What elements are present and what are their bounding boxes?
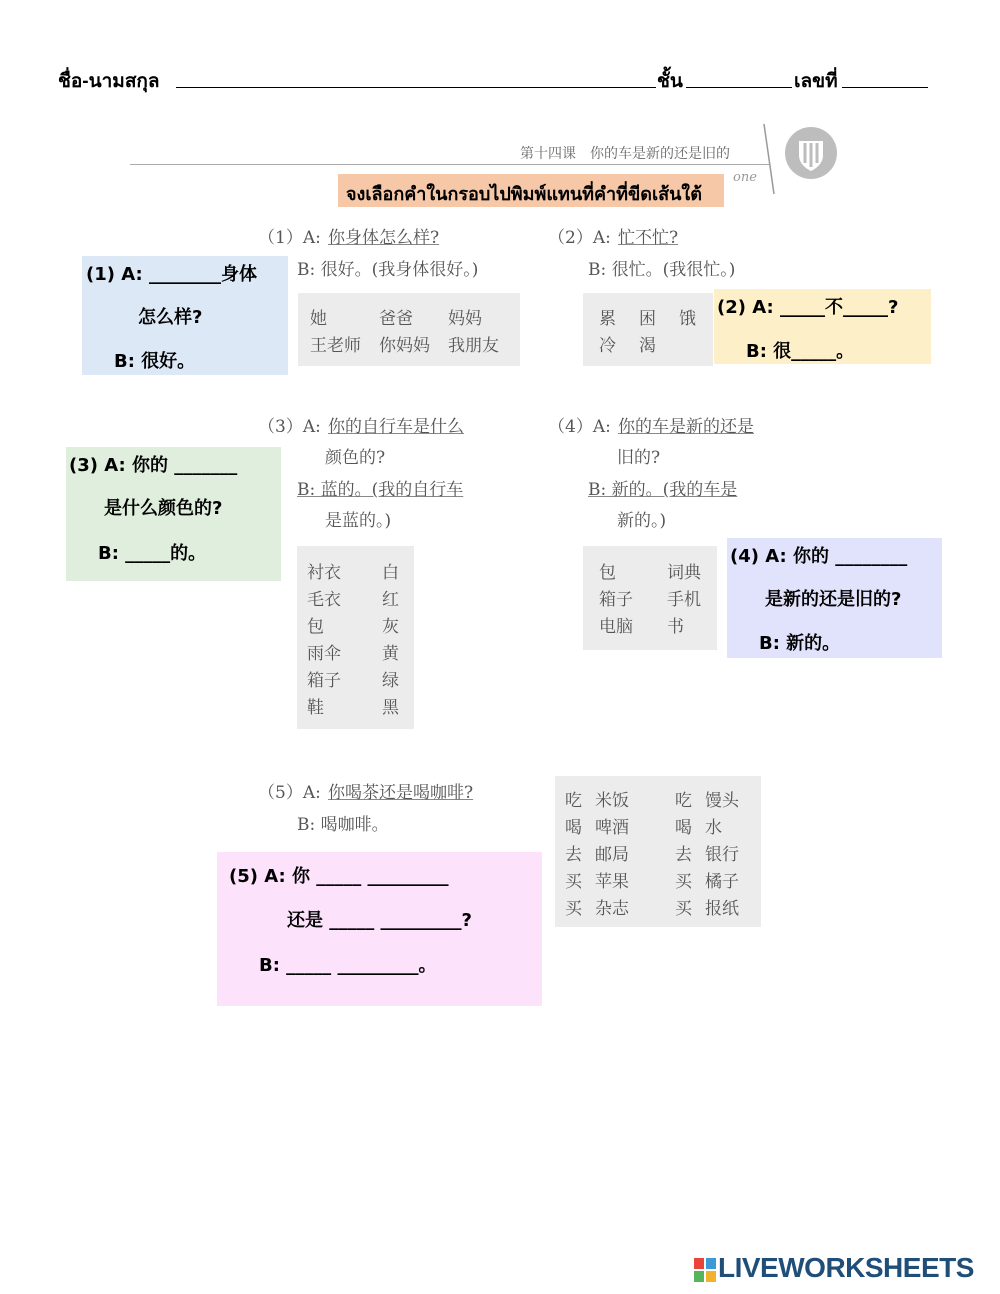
- answer-3-line-3[interactable]: B: _____的。: [98, 543, 207, 564]
- word-box-item: 渴: [639, 336, 656, 356]
- answer-box-1[interactable]: [82, 256, 288, 375]
- ex1-question: 你身体怎么样?: [328, 228, 440, 248]
- class-label: ชั้น: [657, 71, 683, 92]
- ex1-number: （1）A:: [258, 228, 321, 248]
- word-box-item: 书: [667, 617, 684, 637]
- answer-3-line-1[interactable]: (3) A: 你的 _______: [69, 455, 238, 476]
- number-label: เลขที่: [794, 71, 838, 92]
- ex2-number: （2）A:: [548, 228, 611, 248]
- word-box-1: [298, 293, 520, 366]
- word-box-item: 鞋: [307, 698, 324, 718]
- liveworksheets-brand: LIVEWORKSHEETS: [718, 1252, 974, 1283]
- word-box-item: 邮局: [595, 845, 629, 865]
- ex3-number: （3）A:: [258, 417, 321, 437]
- answer-box-4[interactable]: [727, 538, 942, 658]
- word-box-item: 爸爸: [379, 309, 413, 329]
- ex4-answer-2: 新的。): [617, 511, 667, 531]
- word-box-item: 毛衣: [307, 590, 341, 610]
- answer-box-2[interactable]: [714, 289, 931, 364]
- word-box-5: [555, 776, 761, 927]
- shield-icon: [783, 125, 839, 181]
- answer-4-line-1[interactable]: (4) A: 你的 ________: [730, 546, 908, 567]
- word-box-item: 水: [705, 818, 722, 838]
- class-underline[interactable]: [686, 87, 792, 88]
- page-word: one: [733, 170, 757, 185]
- word-box-item: 困: [639, 309, 656, 329]
- word-box-3: [297, 546, 414, 729]
- word-box-item: 去: [565, 845, 582, 865]
- word-box-item: 你妈妈: [379, 336, 430, 356]
- word-box-item: 妈妈: [448, 309, 482, 329]
- word-box-item: 馒头: [705, 791, 739, 811]
- word-box-item: 买: [565, 899, 582, 919]
- word-box-item: 衬衣: [307, 563, 341, 583]
- lesson-title: 第十四课 你的车是新的还是旧的: [520, 146, 730, 162]
- word-box-item: 苹果: [595, 872, 629, 892]
- ex3-question-2: 颜色的?: [325, 448, 386, 468]
- word-box-item: 黄: [382, 644, 399, 664]
- name-label: ชื่อ-นามสกุล: [58, 71, 160, 92]
- word-box-item: 买: [565, 872, 582, 892]
- instruction-banner: [338, 174, 724, 207]
- word-box-item: 绿: [382, 671, 399, 691]
- answer-2-line-2[interactable]: B: 很_____。: [746, 341, 855, 362]
- word-box-item: 买: [675, 899, 692, 919]
- answer-1-line-3: B: 很好。: [114, 351, 196, 372]
- word-box-item: 雨伞: [307, 644, 341, 664]
- word-box-item: 王老师: [310, 336, 361, 356]
- ex4-question-2: 旧的?: [617, 448, 661, 468]
- answer-5-line-1[interactable]: (5) A: 你 _____ _________: [229, 866, 449, 887]
- ex3-answer-2: 是蓝的。): [325, 511, 392, 531]
- word-box-item: 电脑: [599, 617, 633, 637]
- word-box-4: [583, 546, 717, 650]
- lesson-rule: [130, 164, 770, 165]
- word-box-item: 手机: [667, 590, 701, 610]
- word-box-item: 黑: [382, 698, 399, 718]
- ex4-answer-1: B: 新的。(我的车是: [588, 480, 738, 500]
- word-box-item: 喝: [675, 818, 692, 838]
- answer-box-5[interactable]: [217, 852, 542, 1006]
- word-box-item: 买: [675, 872, 692, 892]
- ex4-number: （4）A:: [548, 417, 611, 437]
- answer-1-line-1[interactable]: (1) A: ________身体: [86, 264, 257, 285]
- word-box-item: 报纸: [705, 899, 739, 919]
- word-box-item: 橘子: [705, 872, 739, 892]
- word-box-item: 啤酒: [595, 818, 629, 838]
- answer-3-line-2: 是什么颜色的?: [104, 498, 223, 519]
- word-box-item: 她: [310, 309, 327, 329]
- word-box-2: [583, 293, 713, 366]
- word-box-item: 饿: [679, 309, 696, 329]
- answer-4-line-2: 是新的还是旧的?: [765, 589, 902, 610]
- word-box-item: 喝: [565, 818, 582, 838]
- word-box-item: 白: [382, 563, 399, 583]
- answer-2-line-1[interactable]: (2) A: _____不_____?: [717, 297, 899, 318]
- answer-5-line-3[interactable]: B: _____ _________。: [259, 955, 437, 976]
- word-box-item: 红: [382, 590, 399, 610]
- name-underline[interactable]: [176, 87, 656, 88]
- liveworksheets-logo-icon: [694, 1258, 716, 1282]
- word-box-item: 灰: [382, 617, 399, 637]
- ex5-answer: B: 喝咖啡。: [297, 815, 389, 835]
- ex3-question-1: 你的自行车是什么: [328, 417, 464, 437]
- ex3-answer-1: B: 蓝的。(我的自行车: [297, 480, 464, 500]
- word-box-item: 包: [307, 617, 324, 637]
- ex5-question: 你喝茶还是喝咖啡?: [328, 783, 474, 803]
- word-box-item: 米饭: [595, 791, 629, 811]
- word-box-item: 吃: [675, 791, 692, 811]
- answer-5-line-2[interactable]: 还是 _____ _________?: [287, 910, 472, 931]
- word-box-item: 包: [599, 563, 616, 583]
- word-box-item: 去: [675, 845, 692, 865]
- ex2-answer: B: 很忙。(我很忙。): [588, 260, 736, 280]
- word-box-item: 银行: [705, 845, 739, 865]
- answer-box-3[interactable]: [66, 447, 281, 581]
- word-box-item: 词典: [667, 563, 701, 583]
- word-box-item: 箱子: [307, 671, 341, 691]
- ex2-question: 忙不忙?: [618, 228, 679, 248]
- word-box-item: 吃: [565, 791, 582, 811]
- ex5-number: （5）A:: [258, 783, 321, 803]
- word-box-item: 累: [599, 309, 616, 329]
- word-box-item: 箱子: [599, 590, 633, 610]
- instruction-text: จงเลือกคำในกรอบไปพิมพ์แทนที่คำที่ขีดเส้นใต้: [346, 184, 702, 204]
- word-box-item: 我朋友: [448, 336, 499, 356]
- number-underline[interactable]: [842, 87, 928, 88]
- ex1-answer: B: 很好。(我身体很好。): [297, 260, 479, 280]
- answer-1-line-2: 怎么样?: [138, 307, 203, 328]
- word-box-item: 冷: [599, 336, 616, 356]
- answer-4-line-3: B: 新的。: [759, 633, 841, 654]
- ex4-question-1: 你的车是新的还是: [618, 417, 754, 437]
- word-box-item: 杂志: [595, 899, 629, 919]
